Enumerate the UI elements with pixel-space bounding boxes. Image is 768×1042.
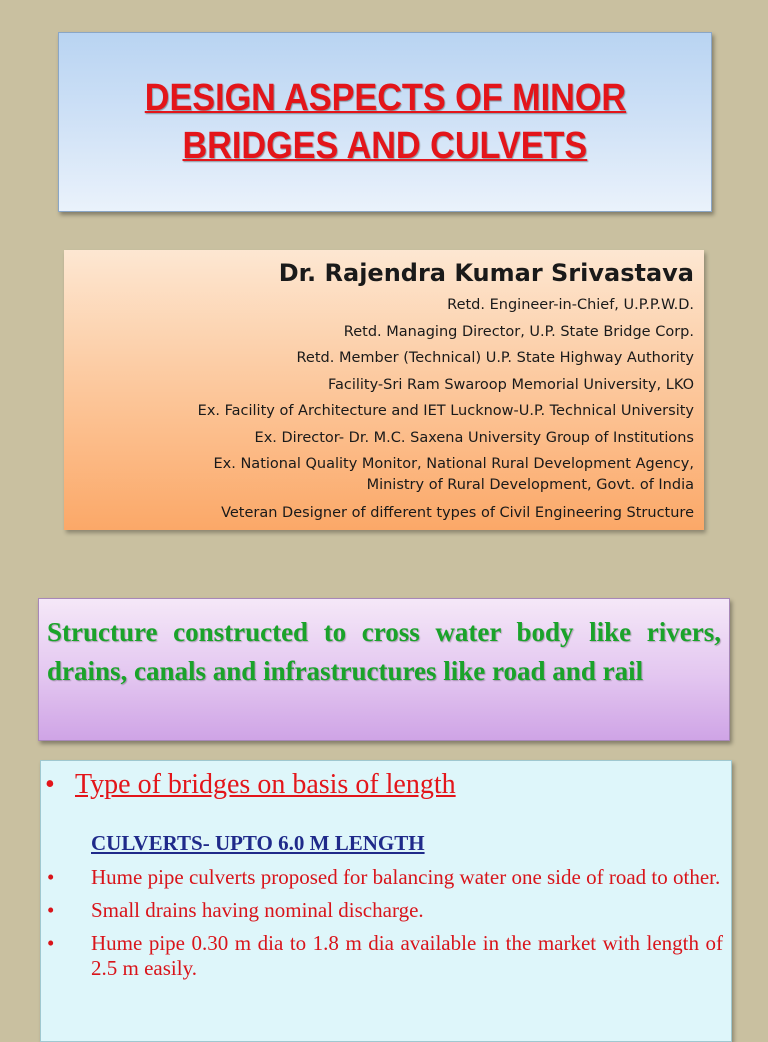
credential-line: Retd. Managing Director, U.P. State Bridge Corp.	[343, 323, 694, 340]
definition-box	[38, 598, 730, 741]
author-name: Dr. Rajendra Kumar Srivastava	[278, 259, 694, 287]
list-item-text: Hume pipe 0.30 m dia to 1.8 m dia available in the market with length of 2.5 m easily.	[91, 931, 723, 980]
bullet-icon: •	[47, 865, 55, 889]
culverts-subheading: CULVERTS- UPTO 6.0 M LENGTH	[91, 831, 425, 855]
list-item	[41, 898, 723, 923]
credential-line: Veteran Designer of different types of Civil Engineering Structure	[221, 505, 694, 521]
author-box	[64, 250, 704, 530]
definition-text: Structure constructed to cross water body like rivers, drains, canals and infrastructures like road and rail	[47, 617, 721, 686]
list-item	[41, 931, 723, 981]
title-line-1: DESIGN ASPECTS OF MINOR	[144, 77, 626, 119]
culvert-list	[41, 865, 723, 989]
title-line-2: BRIDGES AND CULVETS	[182, 125, 588, 167]
credential-line: Ex. National Quality Monitor, National Rural Development Agency,	[213, 456, 694, 472]
types-heading	[45, 769, 456, 801]
credential-line: Ex. Director- Dr. M.C. Saxena University Group of Institutions	[254, 429, 694, 446]
credential-line: Ministry of Rural Development, Govt. of India	[366, 477, 694, 493]
credential-line: Retd. Member (Technical) U.P. State Highway Authority	[296, 350, 694, 366]
list-item-text: Small drains having nominal discharge.	[91, 898, 424, 922]
list-item	[41, 865, 723, 890]
title-box	[58, 32, 712, 212]
bullet-icon: •	[47, 898, 55, 922]
credential-line: Retd. Engineer-in-Chief, U.P.P.W.D.	[447, 297, 694, 313]
credential-line-multi	[64, 451, 694, 500]
credential-line: Ex. Facility of Architecture and IET Lucknow-U.P. Technical University	[197, 403, 694, 419]
credential-line: Facility-Sri Ram Swaroop Memorial University, LKO	[327, 376, 694, 393]
bullet-icon: •	[47, 931, 55, 955]
bullet-icon: •	[45, 769, 55, 800]
list-item-text: Hume pipe culverts proposed for balancing water one side of road to other.	[91, 865, 721, 889]
types-heading-text: Type of bridges on basis of length	[75, 769, 456, 800]
bridge-types-box	[40, 760, 732, 1042]
